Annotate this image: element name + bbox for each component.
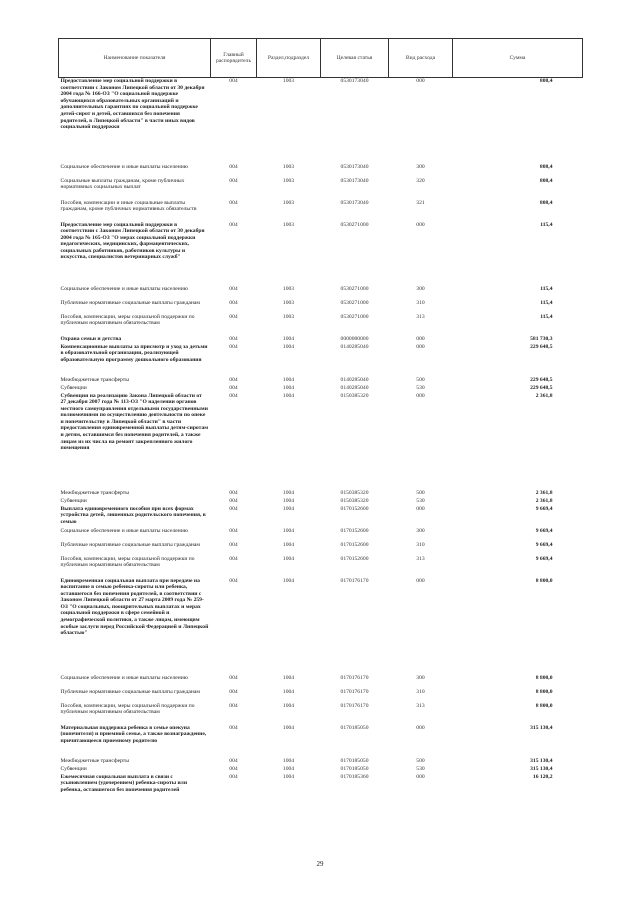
row-celevaya-statya: 0170152600 xyxy=(340,505,369,512)
row-celevaya-statya: 0170152600 xyxy=(340,555,369,562)
table-row xyxy=(59,344,583,377)
row-glavny-rasporyaditel: 004 xyxy=(229,765,238,772)
row-celevaya-statya: 0140285040 xyxy=(340,376,369,383)
row-vid-rashoda: 313 xyxy=(416,555,425,562)
row-name: Социальные выплаты гражданам, кроме публичных нормативных социальных выплат xyxy=(60,177,185,191)
row-glavny-rasporyaditel: 004 xyxy=(229,724,238,731)
row-vid-rashoda: 300 xyxy=(416,527,425,534)
header-summa: Сумма xyxy=(453,39,583,78)
row-name: Межбюджетные трансферты xyxy=(60,489,129,496)
row-summa: 115,4 xyxy=(540,221,553,228)
row-celevaya-statya: 0170152600 xyxy=(340,527,369,534)
row-name: Публичные нормативные социальные выплаты гражданам xyxy=(60,541,200,548)
row-glavny-rasporyaditel: 004 xyxy=(229,177,238,184)
row-vid-rashoda: 000 xyxy=(416,78,425,84)
row-celevaya-statya: 0150385320 xyxy=(340,489,369,496)
row-razdel: 1004 xyxy=(282,527,295,534)
row-vid-rashoda: 310 xyxy=(416,541,425,548)
row-celevaya-statya: 0000000000 xyxy=(340,335,369,342)
row-celevaya-statya: 0170185360 xyxy=(340,773,369,780)
header-celevaya-statya: Целевая статья xyxy=(321,39,389,78)
row-razdel: 1003 xyxy=(282,221,295,228)
row-name: Пособия, компенсации, меры социальной поддержки по публичным нормативным обязательствам xyxy=(60,555,195,569)
row-razdel: 1004 xyxy=(282,702,295,709)
row-summa: 581 730,3 xyxy=(530,335,553,342)
row-glavny-rasporyaditel: 004 xyxy=(229,343,238,350)
row-celevaya-statya: 0170176170 xyxy=(340,577,369,584)
row-glavny-rasporyaditel: 004 xyxy=(229,384,238,391)
row-vid-rashoda: 313 xyxy=(416,313,425,320)
row-celevaya-statya: 0530271000 xyxy=(340,299,369,306)
table-row xyxy=(59,393,583,490)
row-vid-rashoda: 000 xyxy=(416,221,425,228)
table-row xyxy=(59,689,583,703)
row-vid-rashoda: 000 xyxy=(416,505,425,512)
document-page xyxy=(58,38,582,807)
row-summa: 115,4 xyxy=(540,313,553,320)
row-summa: 2 361,8 xyxy=(535,489,553,496)
row-celevaya-statya: 0170185050 xyxy=(340,757,369,764)
row-celevaya-statya: 0530173040 xyxy=(340,78,369,84)
row-celevaya-statya: 0150385320 xyxy=(340,497,369,504)
row-summa: 8 800,0 xyxy=(535,674,553,681)
row-glavny-rasporyaditel: 004 xyxy=(229,392,238,399)
table-row xyxy=(59,377,583,385)
row-glavny-rasporyaditel: 004 xyxy=(229,285,238,292)
row-celevaya-statya: 0170185050 xyxy=(340,765,369,772)
row-summa: 115,4 xyxy=(540,285,553,292)
row-name: Публичные нормативные социальные выплаты гражданам xyxy=(60,299,200,306)
row-name: Социальное обеспечение и иные выплаты населению xyxy=(60,674,188,681)
page-number: 29 xyxy=(316,860,324,868)
row-name: Социальное обеспечение и иные выплаты населению xyxy=(60,285,188,292)
row-vid-rashoda: 500 xyxy=(416,376,425,383)
row-summa: 8 800,0 xyxy=(535,577,553,584)
row-razdel: 1004 xyxy=(282,577,295,584)
row-vid-rashoda: 321 xyxy=(416,199,425,206)
table-row xyxy=(59,766,583,774)
row-celevaya-statya: 0530271000 xyxy=(340,221,369,228)
row-vid-rashoda: 310 xyxy=(416,299,425,306)
row-celevaya-statya: 0530173040 xyxy=(340,163,369,170)
table-row xyxy=(59,758,583,766)
row-vid-rashoda: 313 xyxy=(416,702,425,709)
row-glavny-rasporyaditel: 004 xyxy=(229,541,238,548)
row-summa: 9 669,4 xyxy=(535,555,553,562)
row-glavny-rasporyaditel: 004 xyxy=(229,674,238,681)
row-summa: 808,4 xyxy=(539,78,553,84)
row-summa: 8 800,0 xyxy=(535,688,553,695)
row-celevaya-statya: 0170152600 xyxy=(340,541,369,548)
row-name: Пособия, компенсации и иные социальные выплаты гражданам, кроме публичных нормативных обязательств xyxy=(60,199,197,213)
row-celevaya-statya: 0530271000 xyxy=(340,313,369,320)
row-razdel: 1003 xyxy=(282,313,295,320)
row-glavny-rasporyaditel: 004 xyxy=(229,527,238,534)
row-razdel: 1004 xyxy=(282,688,295,695)
row-celevaya-statya: 0170176170 xyxy=(340,688,369,695)
row-vid-rashoda: 000 xyxy=(416,773,425,780)
table-row xyxy=(59,703,583,725)
row-vid-rashoda: 530 xyxy=(416,497,425,504)
table-row xyxy=(59,498,583,506)
row-vid-rashoda: 000 xyxy=(416,724,425,731)
table-row xyxy=(59,200,583,222)
row-vid-rashoda: 000 xyxy=(416,343,425,350)
table-header-row xyxy=(59,39,583,78)
row-vid-rashoda: 320 xyxy=(416,177,425,184)
table-row xyxy=(59,385,583,393)
row-summa: 2 361,8 xyxy=(535,497,553,504)
row-glavny-rasporyaditel: 004 xyxy=(229,773,238,780)
row-glavny-rasporyaditel: 004 xyxy=(229,163,238,170)
row-razdel: 1004 xyxy=(282,335,295,342)
row-glavny-rasporyaditel: 004 xyxy=(229,376,238,383)
budget-table xyxy=(58,38,583,807)
table-row xyxy=(59,164,583,178)
row-glavny-rasporyaditel: 004 xyxy=(229,577,238,584)
row-name: Предоставление мер социальной поддержки в соответствии с Законом Липецкой области от 30 декабря 2004 года № 166-ОЗ "О социальной поддержке обучающихся образовательных организаций и дополнительных гарантиях по социальной поддержке детей-сирот и детей, оставшихся без попечения родителей, в Липецкой области" в части иных видов социальной поддержки xyxy=(60,78,205,131)
row-vid-rashoda: 300 xyxy=(416,674,425,681)
row-celevaya-statya: 0140285040 xyxy=(340,384,369,391)
table-row xyxy=(59,490,583,498)
row-glavny-rasporyaditel: 004 xyxy=(229,78,238,84)
row-name: Межбюджетные трансферты xyxy=(60,376,129,383)
row-vid-rashoda: 530 xyxy=(416,384,425,391)
table-row xyxy=(59,336,583,344)
row-celevaya-statya: 0530271000 xyxy=(340,285,369,292)
table-row xyxy=(59,300,583,314)
table-row xyxy=(59,578,583,675)
row-celevaya-statya: 0530173040 xyxy=(340,199,369,206)
row-summa: 315 130,4 xyxy=(530,765,553,772)
row-name: Субвенции xyxy=(60,384,87,391)
row-vid-rashoda: 000 xyxy=(416,392,425,399)
row-glavny-rasporyaditel: 004 xyxy=(229,702,238,709)
table-row xyxy=(59,178,583,200)
row-name: Социальное обеспечение и иные выплаты населению xyxy=(60,163,188,170)
row-razdel: 1004 xyxy=(282,541,295,548)
row-razdel: 1004 xyxy=(282,497,295,504)
row-summa: 808,4 xyxy=(539,177,553,184)
header-vid-rashoda: Вид расхода xyxy=(389,39,453,78)
row-summa: 2 361,8 xyxy=(535,392,553,399)
row-summa: 229 648,5 xyxy=(530,376,553,383)
header-name: Наименование показателя xyxy=(59,39,211,78)
row-summa: 808,4 xyxy=(539,199,553,206)
row-vid-rashoda: 300 xyxy=(416,163,425,170)
row-razdel: 1004 xyxy=(282,505,295,512)
table-row xyxy=(59,314,583,336)
row-razdel: 1004 xyxy=(282,773,295,780)
row-glavny-rasporyaditel: 004 xyxy=(229,497,238,504)
row-name: Межбюджетные трансферты xyxy=(60,757,129,764)
row-razdel: 1004 xyxy=(282,724,295,731)
table-row xyxy=(59,286,583,300)
row-razdel: 1004 xyxy=(282,376,295,383)
row-name: Социальное обеспечение и иные выплаты населению xyxy=(60,527,188,534)
row-summa: 315 130,4 xyxy=(530,757,553,764)
row-glavny-rasporyaditel: 004 xyxy=(229,505,238,512)
table-row xyxy=(59,556,583,578)
header-glavny-rasporyaditel: Главный распорядитель xyxy=(211,39,257,78)
row-glavny-rasporyaditel: 004 xyxy=(229,199,238,206)
row-vid-rashoda: 310 xyxy=(416,688,425,695)
row-celevaya-statya: 0530173040 xyxy=(340,177,369,184)
row-summa: 8 800,0 xyxy=(535,702,553,709)
row-razdel: 1003 xyxy=(282,299,295,306)
row-name: Материальная поддержка ребенка в семье опекуна (попечителя) и приемной семье, а также вознаграждение, причитающееся приемному родителю xyxy=(60,724,207,744)
table-row xyxy=(59,725,583,758)
row-razdel: 1004 xyxy=(282,555,295,562)
row-vid-rashoda: 500 xyxy=(416,489,425,496)
row-name: Компенсационные выплаты за присмотр и уход за детьми в образовательной организации, реализующей образовательную программу дошкольного образования xyxy=(60,343,208,363)
table-row xyxy=(59,542,583,556)
row-razdel: 1004 xyxy=(282,765,295,772)
row-celevaya-statya: 0170176170 xyxy=(340,674,369,681)
row-glavny-rasporyaditel: 004 xyxy=(229,335,238,342)
row-name: Выплата единовременного пособия при всех формах устройства детей, лишенных родительского попечения, в семью xyxy=(60,505,206,525)
table-row xyxy=(59,78,583,164)
row-name: Субвенции xyxy=(60,497,87,504)
row-razdel: 1004 xyxy=(282,674,295,681)
row-summa: 229 648,5 xyxy=(530,343,553,350)
row-summa: 9 669,4 xyxy=(535,541,553,548)
row-vid-rashoda: 300 xyxy=(416,285,425,292)
row-name: Субвенции xyxy=(60,765,87,772)
row-razdel: 1003 xyxy=(282,199,295,206)
row-razdel: 1004 xyxy=(282,343,295,350)
row-summa: 808,4 xyxy=(539,163,553,170)
row-razdel: 1004 xyxy=(282,392,295,399)
row-celevaya-statya: 0150385320 xyxy=(340,392,369,399)
row-vid-rashoda: 500 xyxy=(416,757,425,764)
row-summa: 16 120,2 xyxy=(532,773,553,780)
row-glavny-rasporyaditel: 004 xyxy=(229,489,238,496)
row-summa: 115,4 xyxy=(540,299,553,306)
row-razdel: 1003 xyxy=(282,78,295,84)
row-name: Пособия, компенсации, меры социальной поддержки по публичным нормативным обязательствам xyxy=(60,313,195,327)
row-glavny-rasporyaditel: 004 xyxy=(229,313,238,320)
row-vid-rashoda: 530 xyxy=(416,765,425,772)
row-summa: 229 648,5 xyxy=(530,384,553,391)
row-name: Ежемесячная социальная выплата в связи с усыновлением (удочерением) ребенка-сироты или ребенка, оставшегося без попечения родителей xyxy=(60,773,188,793)
row-razdel: 1004 xyxy=(282,757,295,764)
row-vid-rashoda: 000 xyxy=(416,577,425,584)
row-celevaya-statya: 0170185050 xyxy=(340,724,369,731)
row-razdel: 1003 xyxy=(282,285,295,292)
row-summa: 315 130,4 xyxy=(530,724,553,731)
row-razdel: 1004 xyxy=(282,489,295,496)
table-row xyxy=(59,528,583,542)
row-name: Публичные нормативные социальные выплаты гражданам xyxy=(60,688,200,695)
table-row xyxy=(59,222,583,286)
row-glavny-rasporyaditel: 004 xyxy=(229,221,238,228)
header-razdel: Раздел,подраздел xyxy=(257,39,321,78)
row-glavny-rasporyaditel: 004 xyxy=(229,299,238,306)
row-razdel: 1004 xyxy=(282,384,295,391)
row-glavny-rasporyaditel: 004 xyxy=(229,688,238,695)
row-summa: 9 669,4 xyxy=(535,527,553,534)
row-vid-rashoda: 000 xyxy=(416,335,425,342)
row-celevaya-statya: 0140285040 xyxy=(340,343,369,350)
row-glavny-rasporyaditel: 004 xyxy=(229,555,238,562)
row-razdel: 1003 xyxy=(282,163,295,170)
row-celevaya-statya: 0170176170 xyxy=(340,702,369,709)
row-name: Предоставление мер социальной поддержки в соответствии с Законом Липецкой области от 30 декабря 2004 года № 165-ОЗ "О мерах социальной поддержки педагогических, медицинских, фармацевтических, социальных работников, работников культуры и искусства, специалистов ветеринарных служб" xyxy=(60,221,205,261)
row-summa: 9 669,4 xyxy=(535,505,553,512)
row-name: Охрана семьи и детства xyxy=(60,335,122,342)
table-row xyxy=(59,506,583,528)
row-name: Пособия, компенсации, меры социальной поддержки по публичным нормативным обязательствам xyxy=(60,702,195,716)
row-glavny-rasporyaditel: 004 xyxy=(229,757,238,764)
table-row xyxy=(59,774,583,807)
row-razdel: 1003 xyxy=(282,177,295,184)
table-row xyxy=(59,675,583,689)
row-name: Субвенции на реализацию Закона Липецкой области от 27 декабря 2007 года № 113-ОЗ "О наделении органов местного самоуправления отдельными государственными полномочиями по осуществлению деятельности по опеке и попечительству в Липецкой области" в части предоставления единовременной выплаты детям-сиротам и детям, оставшимся без попечения родителей, а также лицам из их числа на ремонт закрепленного жилого помещения xyxy=(60,392,209,452)
row-name: Единовременная социальная выплата при передаче на воспитание в семью ребенка-сироты или ребенка, оставшегося без попечения родителей, в соответствии с Законом Липецкой области от 27 марта 2009 года № 259-ОЗ "О социальных, поощрительных выплатах и мерах социальной поддержки в сфере семейной и демографической политики, а также лицам, имеющим особые заслуги перед Российской Федерацией и Липецкой областью" xyxy=(60,577,209,637)
